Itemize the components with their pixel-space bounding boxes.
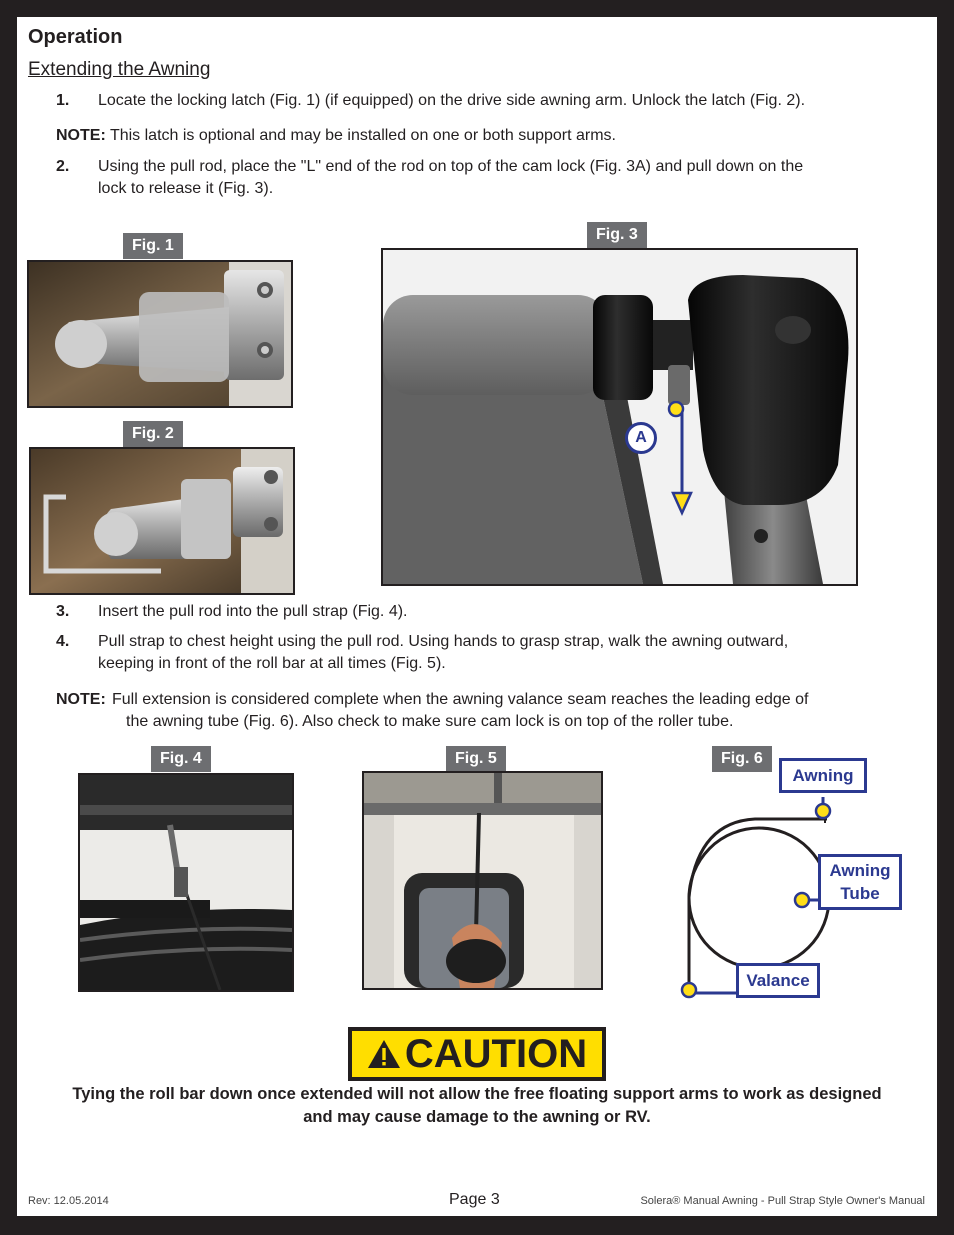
fig-1-photo [27, 260, 293, 408]
footer-revision: Rev: 12.05.2014 [28, 1195, 109, 1207]
fig-2-photo [29, 447, 295, 595]
fig-1-label: Fig. 1 [123, 233, 183, 259]
step-number: 3. [56, 603, 70, 620]
step-number: 1. [56, 92, 70, 109]
step-text-line-1: Pull strap to chest height using the pull rod. Using hands to grasp strap, walk the awning outward, [98, 633, 789, 650]
fig-2-label: Fig. 2 [123, 421, 183, 447]
note-latch [56, 125, 916, 147]
subsection-heading: Extending the Awning [28, 59, 211, 80]
note-text-line-2: the awning tube (Fig. 6). Also check to make sure cam lock is on top of the roller tube. [126, 713, 734, 730]
step-number: 2. [56, 158, 70, 175]
step-text: Insert the pull rod into the pull strap (Fig. 4). [98, 603, 408, 620]
footer-page-number: Page 3 [449, 1191, 500, 1208]
latch-unlocked-illustration [31, 449, 293, 593]
step-3 [56, 601, 916, 623]
step-4 [56, 631, 916, 675]
step-1 [56, 90, 916, 112]
fig-3-pull-indicator [617, 401, 697, 517]
awning-tube-label-line-1: Awning [829, 861, 891, 880]
step-text-line-2: lock to release it (Fig. 3). [98, 180, 274, 197]
step-text-line-1: Using the pull rod, place the "L" end of the rod on top of the cam lock (Fig. 3A) and pull down on the [98, 158, 804, 175]
awning-tube-marker [795, 893, 809, 907]
valance-marker [682, 983, 696, 997]
caution-message-line-2: and may cause damage to the awning or RV. [303, 1108, 651, 1126]
latch-locked-illustration [29, 262, 291, 406]
step-2 [56, 156, 916, 200]
awning-label: Awning [779, 758, 867, 793]
footer-manual-title: Solera® Manual Awning - Pull Strap Style Owner's Manual [640, 1195, 925, 1207]
fig-4-photo [78, 773, 294, 992]
note-text-line-1: Full extension is considered complete when the awning valance seam reaches the leading edge of [112, 691, 809, 708]
note-label: NOTE: [56, 127, 106, 144]
valance-label: Valance [736, 963, 820, 998]
fig-6-label: Fig. 6 [712, 746, 772, 772]
walking-awning-illustration [364, 773, 601, 988]
warning-triangle-icon [367, 1039, 401, 1069]
caution-message-line-1: Tying the roll bar down once extended will not allow the free floating support arms to work as designed [72, 1085, 882, 1103]
section-heading: Operation [28, 26, 123, 48]
step-text-line-2: keeping in front of the roll bar at all times (Fig. 5). [98, 655, 446, 672]
awning-tube-label [818, 854, 902, 910]
manual-page [17, 17, 937, 1216]
step-text: Locate the locking latch (Fig. 1) (if equipped) on the drive side awning arm. Unlock the latch (Fig. 2). [98, 92, 806, 109]
fig-5-photo [362, 771, 603, 990]
note-full-extension [56, 689, 916, 733]
note-text: This latch is optional and may be installed on one or both support arms. [109, 127, 616, 144]
fig-4-label: Fig. 4 [151, 746, 211, 772]
awning-marker [816, 804, 830, 818]
caution-banner [348, 1027, 606, 1081]
caution-title: CAUTION [404, 1031, 588, 1076]
awning-tube-label-line-2: Tube [840, 884, 880, 903]
fig-5-label: Fig. 5 [446, 746, 506, 772]
fig-3-label: Fig. 3 [587, 222, 647, 248]
note-label: NOTE: [56, 691, 106, 708]
fig-3-marker-a: A [625, 422, 657, 454]
step-number: 4. [56, 633, 70, 650]
pull-rod-in-strap-illustration [80, 775, 292, 990]
caution-message [37, 1083, 917, 1129]
